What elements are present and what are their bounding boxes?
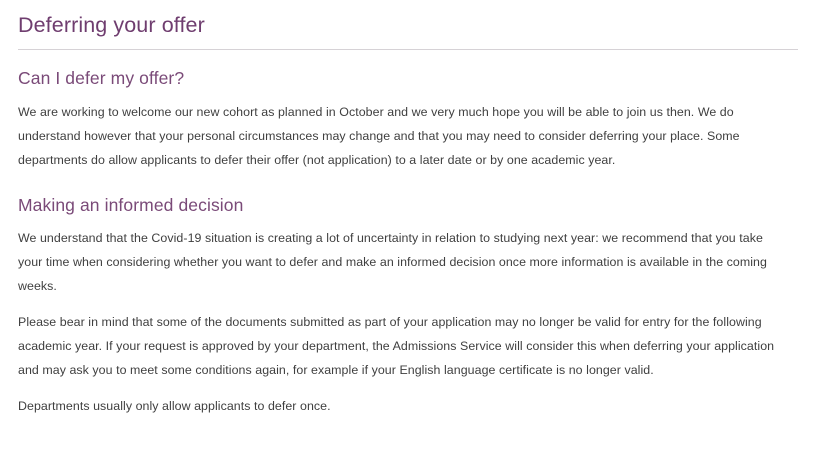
paragraph: Please bear in mind that some of the documents submitted as part of your application may no longer be valid for entry for the following academic year. If your request is approved by your department, the Admissions Service will consider this when deferring your application and may ask you to meet some conditions again, for example if your English language certificate is no longer valid.	[18, 315, 775, 378]
section-can-i-defer-my-offer	[18, 68, 798, 173]
paragraph: We are working to welcome our new cohort as planned in October and we very much hope you will be able to join us then. We do understand however that your personal circumstances may change and that you may need to consider deferring your place. Some departments do allow applicants to defer their offer (not application) to a later date or by one academic year.	[18, 104, 740, 167]
section-making-an-informed-decision	[18, 195, 798, 419]
title-divider	[18, 49, 798, 50]
paragraph: We understand that the Covid-19 situation is creating a lot of uncertainty in relation to studying next year: we recommend that you take your time when considering whether you want to defer and make an informed decision once more information is available in the coming weeks.	[18, 231, 767, 294]
section-heading: Can I defer my offer?	[18, 67, 185, 88]
paragraph: Departments usually only allow applicants to defer once.	[18, 399, 331, 414]
page-title: Deferring your offer	[18, 13, 205, 37]
section-heading: Making an informed decision	[18, 194, 244, 215]
